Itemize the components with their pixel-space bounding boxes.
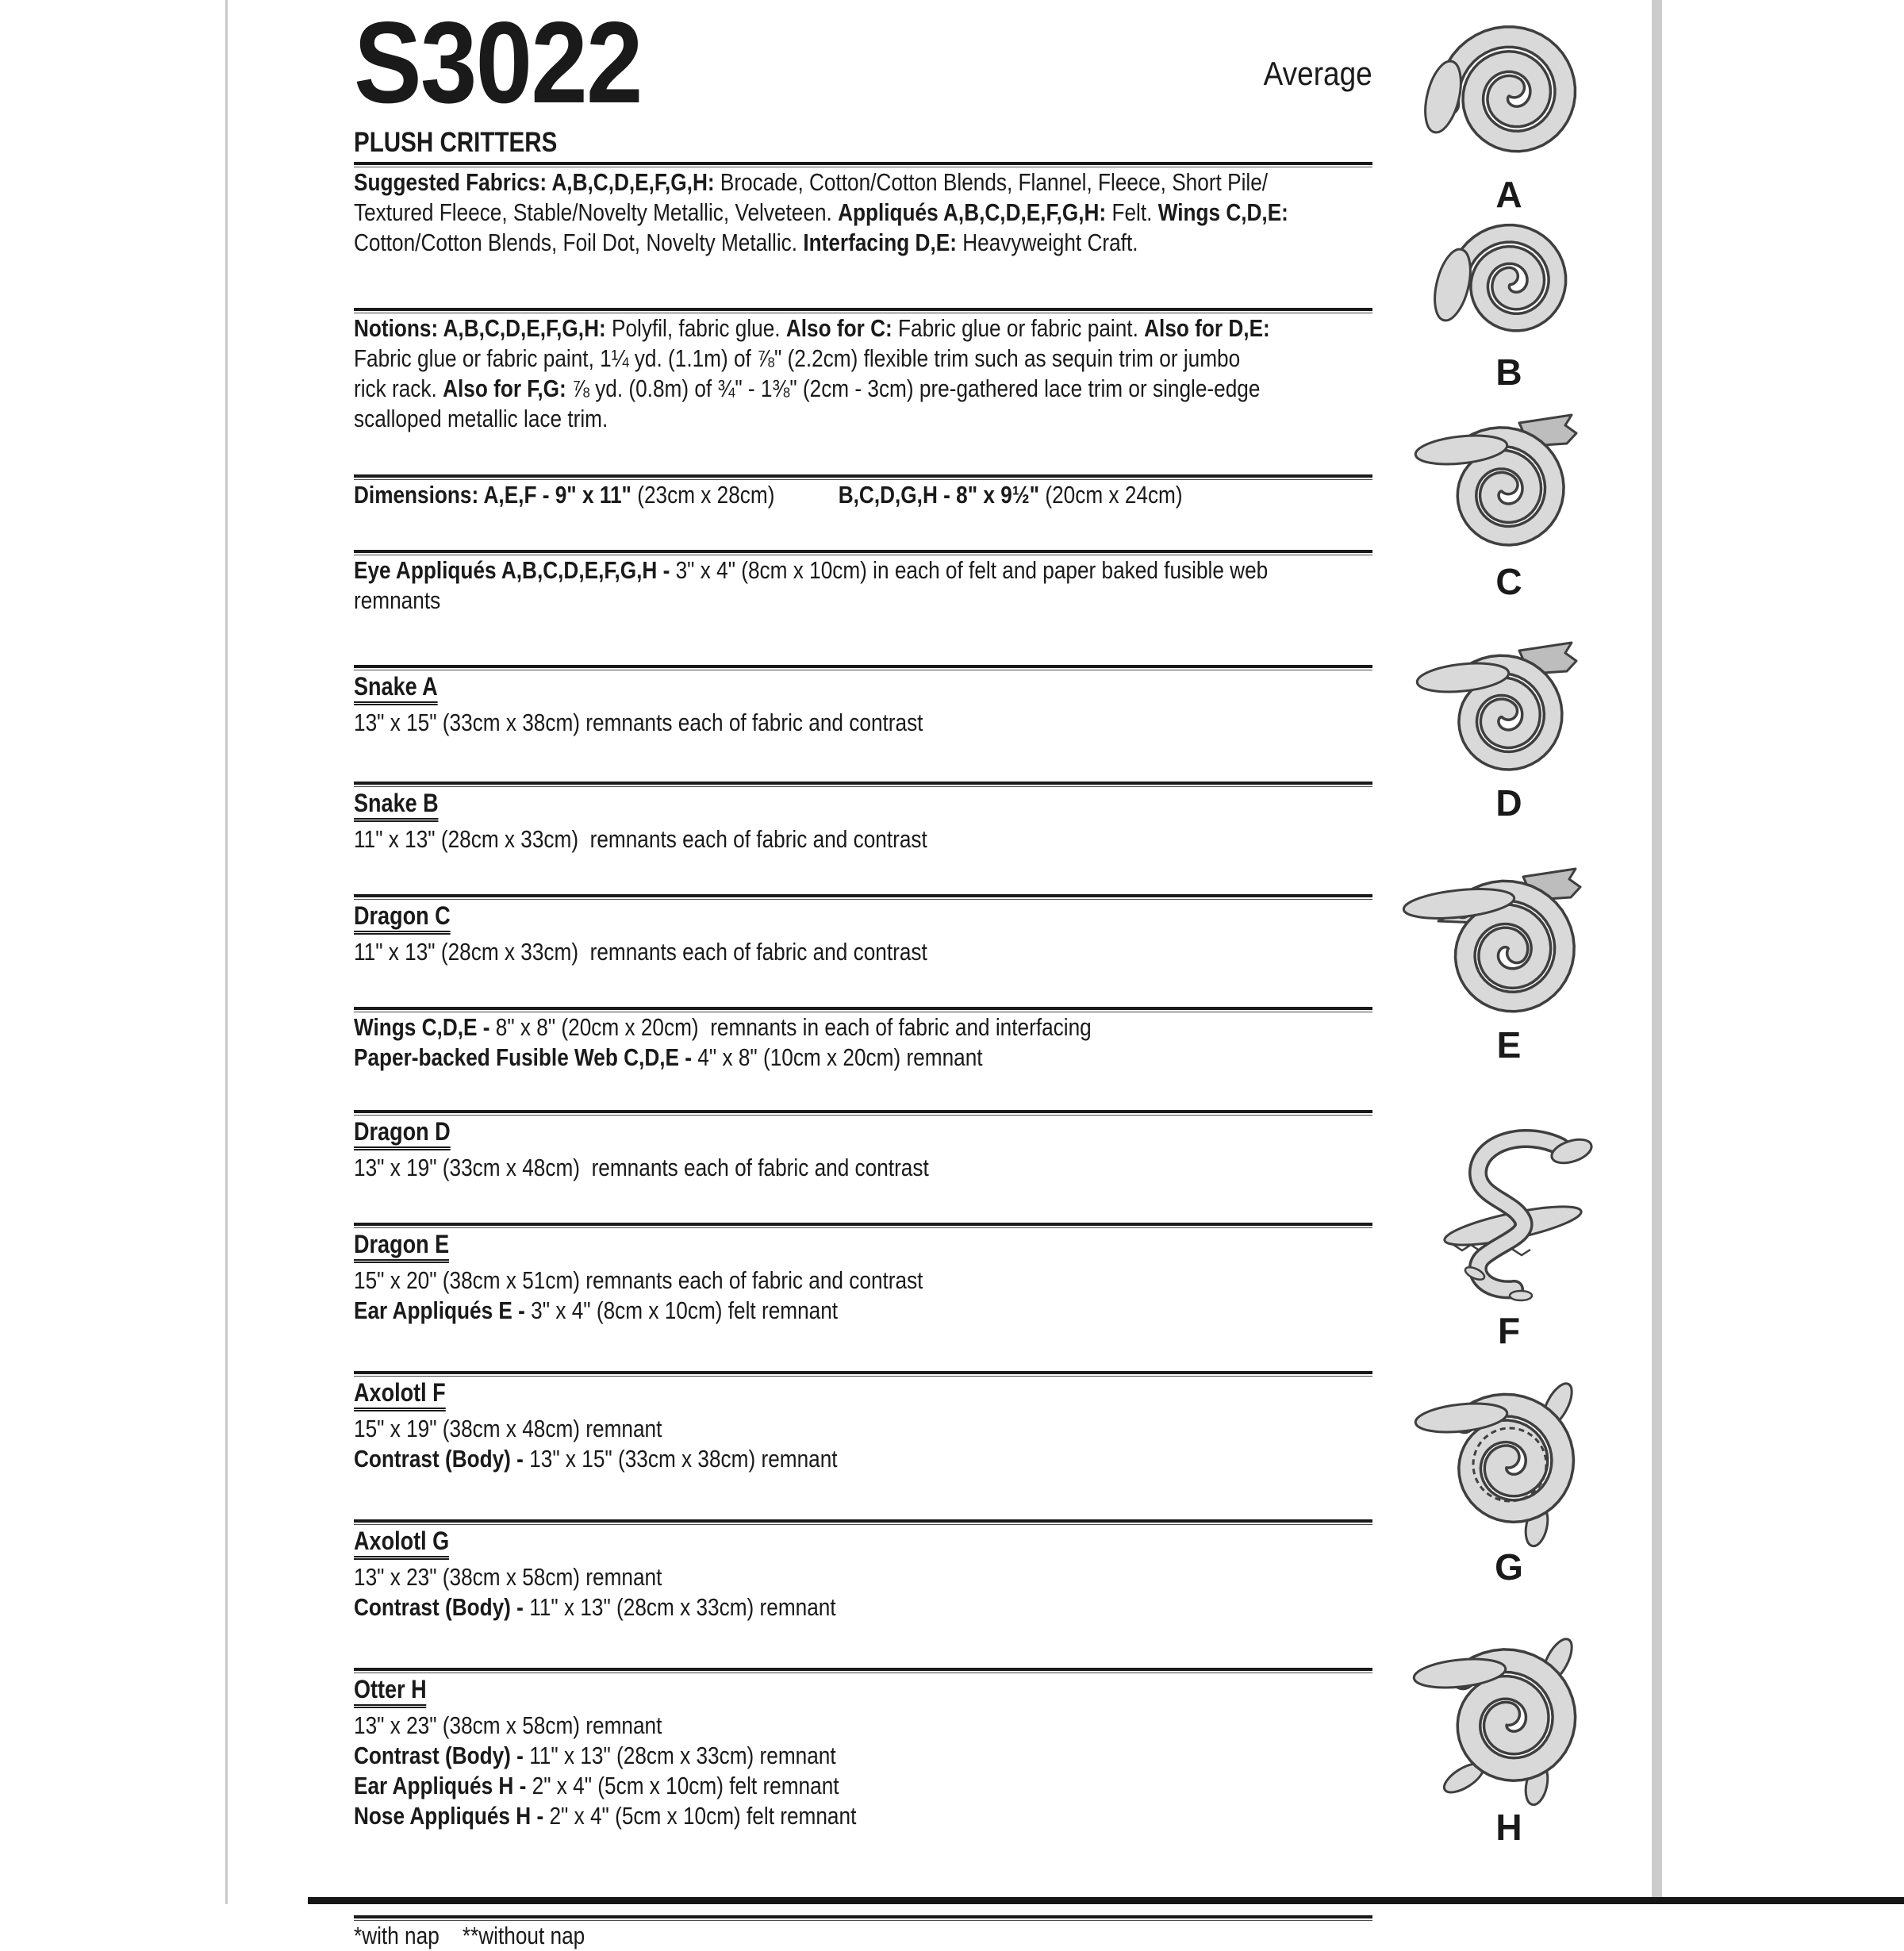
difficulty-label: Average bbox=[1263, 55, 1372, 92]
section-snake-a bbox=[354, 665, 1372, 738]
view-letter-label: A bbox=[1495, 174, 1522, 215]
section-divider-rule bbox=[354, 474, 1372, 480]
text-line bbox=[354, 1771, 1215, 1801]
text-line bbox=[354, 313, 1270, 344]
section-heading-text: Snake B bbox=[354, 789, 439, 822]
text-run: 13" x 23" (38cm x 58cm) remnant bbox=[354, 1563, 662, 1591]
text-line bbox=[354, 1592, 1215, 1623]
critter-b bbox=[1398, 216, 1620, 393]
text-run: 15" x 19" (38cm x 48cm) remnant bbox=[354, 1415, 662, 1442]
section-divider-rule bbox=[354, 1668, 1372, 1673]
view-letter-label: E bbox=[1496, 1024, 1522, 1066]
section-heading-text: Axolotl G bbox=[354, 1527, 449, 1560]
text-line bbox=[354, 586, 1215, 616]
critter-e bbox=[1398, 866, 1620, 1066]
text-run-bold: Ear Appliqués H - bbox=[354, 1772, 532, 1799]
text-run: Textured Fleece, Stable/Novelty Metallic, Velveteen. bbox=[354, 198, 839, 226]
text-line bbox=[354, 198, 1288, 228]
text-line bbox=[354, 937, 1215, 967]
text-line bbox=[354, 1153, 1215, 1183]
section-divider-rule bbox=[354, 1223, 1372, 1228]
text-line bbox=[354, 555, 1269, 586]
text-run-bold: Contrast (Body) - bbox=[354, 1445, 530, 1473]
section-divider-rule bbox=[354, 162, 1372, 167]
text-line bbox=[354, 824, 1215, 855]
view-letter-label: H bbox=[1495, 1807, 1522, 1848]
text-run: ⅞ yd. (0.8m) of ¾" - 1⅜" (2cm - 3cm) pre-gathered lace trim or single-edge bbox=[566, 374, 1261, 402]
text-run-bold: Nose Appliqués H - bbox=[354, 1802, 550, 1830]
section-dragon-d bbox=[354, 1110, 1372, 1183]
footnote: *with nap **without nap bbox=[354, 1922, 585, 1949]
text-run: 11" x 13" (28cm x 33cm) remnant bbox=[529, 1593, 836, 1621]
text-run: Fabric glue or fabric paint, 1¼ yd. (1.1m) of ⅞" (2.2cm) flexible trim such as sequin trim or jumbo bbox=[354, 344, 1241, 372]
section-heading-text: Dragon E bbox=[354, 1230, 449, 1263]
section-divider-rule bbox=[354, 308, 1372, 313]
text-run: 4" x 8" (10cm x 20cm) remnant bbox=[697, 1043, 983, 1071]
text-line bbox=[354, 480, 1215, 510]
text-run: 13" x 15" (33cm x 38cm) remnant bbox=[529, 1445, 838, 1473]
text-run: 11" x 13" (28cm x 33cm) remnants each of fabric and contrast bbox=[354, 938, 927, 966]
text-run: 3" x 4" (8cm x 10cm) in each of felt and paper baked fusible web bbox=[675, 556, 1269, 584]
text-run-bold: Contrast (Body) - bbox=[354, 1593, 530, 1621]
text-run: Fabric glue or fabric paint. bbox=[892, 314, 1145, 342]
critter-d bbox=[1398, 645, 1620, 824]
axolotl-illustration bbox=[1402, 1123, 1616, 1309]
section-dragon-c bbox=[354, 894, 1372, 967]
text-line bbox=[354, 404, 1215, 434]
text-run-bold: B,C,D,G,H - 8" x 9½" bbox=[838, 481, 1046, 509]
view-letter-label: D bbox=[1495, 782, 1522, 824]
text-run-bold: Interfacing D,E: bbox=[803, 229, 957, 256]
text-line bbox=[354, 228, 1215, 258]
section-divider-rule bbox=[354, 1110, 1372, 1116]
text-run: 13" x 15" (33cm x 38cm) remnants each of fabric and contrast bbox=[354, 709, 923, 736]
text-run: 13" x 23" (38cm x 58cm) remnant bbox=[354, 1711, 662, 1739]
text-run: Polyfil, fabric glue. bbox=[605, 314, 786, 342]
text-run-bold: Appliqués A,B,C,D,E,F,G,H: bbox=[838, 198, 1107, 226]
view-letter-label: F bbox=[1497, 1310, 1521, 1351]
pattern-name-subtitle: PLUSH CRITTERS bbox=[354, 127, 558, 158]
section-notions bbox=[354, 308, 1372, 434]
right-page-edge-bar bbox=[1652, 0, 1662, 1904]
section-heading bbox=[354, 1228, 1215, 1265]
text-line bbox=[354, 344, 1241, 374]
section-wings bbox=[354, 1007, 1372, 1073]
text-run: 2" x 4" (5cm x 10cm) felt remnant bbox=[532, 1772, 839, 1799]
text-run-bold: Also for D,E: bbox=[1144, 314, 1270, 342]
section-heading bbox=[354, 670, 1215, 708]
section-dimensions bbox=[354, 474, 1372, 510]
text-line bbox=[354, 167, 1269, 198]
section-heading-text: Dragon D bbox=[354, 1117, 451, 1150]
snake-illustration bbox=[1402, 17, 1616, 173]
section-heading-text: Dragon C bbox=[354, 901, 451, 935]
text-run: (23cm x 28cm) bbox=[637, 481, 775, 509]
section-divider-rule bbox=[354, 894, 1372, 900]
text-line bbox=[354, 1012, 1215, 1043]
text-line bbox=[354, 1414, 1215, 1444]
text-run: 15" x 20" (38cm x 51cm) remnants each of fabric and contrast bbox=[354, 1266, 923, 1294]
critter-g bbox=[1398, 1377, 1620, 1588]
otter-illustration bbox=[1402, 1633, 1616, 1806]
critter-column bbox=[1398, 0, 1620, 1904]
text-line bbox=[354, 1296, 1215, 1326]
text-run: Cotton/Cotton Blends, Foil Dot, Novelty Metallic. bbox=[354, 229, 804, 256]
section-divider-rule bbox=[354, 550, 1372, 555]
critter-f bbox=[1398, 1123, 1620, 1349]
view-letter-label: G bbox=[1495, 1546, 1523, 1588]
text-line bbox=[354, 708, 1215, 738]
text-run-bold: Wings C,D,E: bbox=[1157, 198, 1288, 226]
critter-c bbox=[1398, 413, 1620, 600]
text-run: Heavyweight Craft. bbox=[956, 229, 1138, 256]
text-run-bold: Also for F,G: bbox=[443, 374, 566, 402]
axolotl-coiled-illustration bbox=[1402, 1377, 1616, 1546]
view-letter-label: B bbox=[1495, 351, 1522, 393]
text-run: 11" x 13" (28cm x 33cm) remnants each of fabric and contrast bbox=[354, 825, 927, 853]
text-run-bold: Also for C: bbox=[785, 314, 892, 342]
critter-h bbox=[1398, 1633, 1620, 1848]
section-otter-h bbox=[354, 1668, 1372, 1831]
left-page-edge-line bbox=[225, 0, 228, 1904]
text-line bbox=[354, 1801, 1215, 1831]
section-dragon-e bbox=[354, 1223, 1372, 1326]
text-run-bold: Ear Appliqués E - bbox=[354, 1296, 532, 1324]
section-heading bbox=[354, 1673, 1215, 1711]
section-axolotl-g bbox=[354, 1519, 1372, 1623]
text-line bbox=[354, 1043, 1215, 1073]
text-line bbox=[354, 1741, 1215, 1771]
dragon-illustration bbox=[1402, 413, 1616, 560]
text-run: Brocade, Cotton/Cotton Blends, Flannel, Fleece, Short Pile/ bbox=[714, 168, 1269, 196]
text-run: scalloped metallic lace trim. bbox=[354, 405, 608, 432]
text-run: (20cm x 24cm) bbox=[1045, 481, 1183, 509]
text-run: remnants bbox=[354, 586, 441, 614]
section-heading-text: Snake A bbox=[354, 672, 438, 705]
dragon-illustration bbox=[1402, 645, 1616, 782]
dragon-illustration bbox=[1402, 866, 1616, 1024]
section-heading-text: Otter H bbox=[354, 1675, 427, 1708]
text-run: 8" x 8" (20cm x 20cm) remnants in each of fabric and interfacing bbox=[495, 1013, 1092, 1041]
text-run: 13" x 19" (33cm x 48cm) remnants each of fabric and contrast bbox=[354, 1154, 929, 1181]
section-heading bbox=[354, 1377, 1215, 1414]
section-divider-rule bbox=[354, 1371, 1372, 1377]
section-heading bbox=[354, 1116, 1215, 1153]
section-heading bbox=[354, 900, 1215, 937]
spec-sections bbox=[354, 162, 1372, 1831]
text-run-bold: Notions: A,B,C,D,E,F,G,H: bbox=[354, 314, 606, 342]
text-line bbox=[354, 1711, 1215, 1741]
snake-illustration bbox=[1402, 216, 1616, 351]
text-run: rick rack. bbox=[354, 374, 443, 402]
text-run-bold: Paper-backed Fusible Web C,D,E - bbox=[354, 1043, 698, 1071]
section-suggested-fabrics bbox=[354, 162, 1372, 258]
text-line bbox=[354, 1562, 1215, 1592]
text-line bbox=[354, 1444, 1215, 1474]
section-divider-rule bbox=[354, 782, 1372, 787]
spec-column bbox=[354, 124, 1372, 1951]
section-heading bbox=[354, 1525, 1215, 1562]
text-run: 11" x 13" (28cm x 33cm) remnant bbox=[529, 1742, 836, 1769]
text-run-bold: Suggested Fabrics: A,B,C,D,E,F,G,H: bbox=[354, 168, 715, 196]
section-heading bbox=[354, 787, 1215, 824]
section-divider-rule bbox=[354, 665, 1372, 670]
text-run-bold: Eye Appliqués A,B,C,D,E,F,G,H - bbox=[354, 556, 676, 584]
text-line bbox=[354, 374, 1261, 404]
pattern-number-title: S3022 bbox=[354, 0, 642, 127]
critter-a bbox=[1398, 17, 1620, 213]
section-snake-b bbox=[354, 782, 1372, 855]
view-letter-label: C bbox=[1495, 561, 1522, 602]
section-divider-rule bbox=[354, 1007, 1372, 1012]
text-run: Felt. bbox=[1106, 198, 1158, 226]
section-heading-text: Axolotl F bbox=[354, 1378, 446, 1411]
text-line bbox=[354, 1265, 1215, 1296]
text-run-bold: Dimensions: A,E,F - 9" x 11" bbox=[354, 481, 638, 509]
text-run: 3" x 4" (8cm x 10cm) felt remnant bbox=[531, 1296, 839, 1324]
section-axolotl-f bbox=[354, 1371, 1372, 1474]
text-run-bold: Contrast (Body) - bbox=[354, 1742, 530, 1769]
text-run-bold: Wings C,D,E - bbox=[354, 1013, 496, 1041]
section-eye-appliques bbox=[354, 550, 1372, 616]
text-run: 2" x 4" (5cm x 10cm) felt remnant bbox=[549, 1802, 857, 1830]
section-divider-rule bbox=[354, 1519, 1372, 1525]
footer-rule bbox=[354, 1915, 1372, 1921]
